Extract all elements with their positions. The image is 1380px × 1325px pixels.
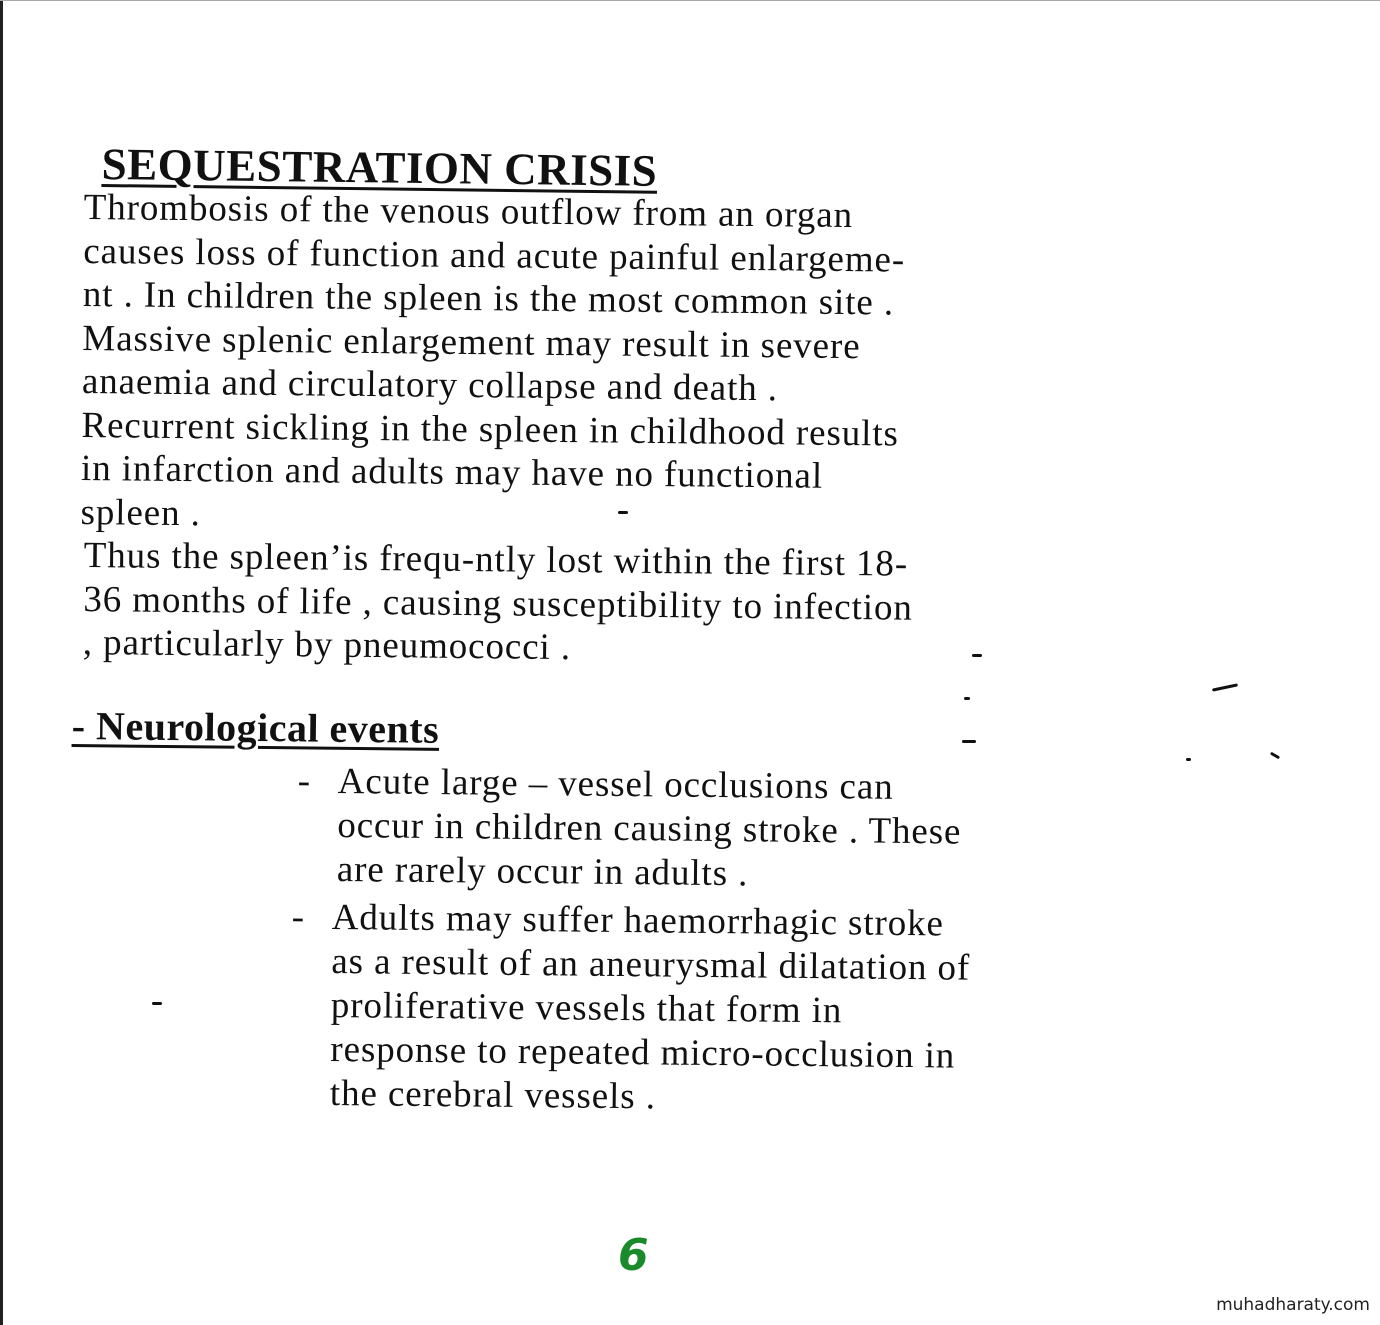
bullet-item: [291, 896, 1332, 1126]
scan-edge-top: [0, 0, 1380, 1]
text-line: as a result of an aneurysmal dilatation of: [331, 940, 971, 989]
text-line: , particularly by pneumococci .: [82, 621, 572, 669]
text-line: the cerebral vessels .: [329, 1072, 657, 1118]
bullet-dash: -: [297, 760, 312, 802]
text-line: are rarely occur in adults .: [336, 848, 749, 895]
text-line: response to repeated micro-occlusion in: [330, 1028, 956, 1077]
scan-speck: [972, 654, 982, 657]
page-title: SEQUESTRATION CRISIS: [101, 138, 658, 196]
paragraph-sequestration: [80, 186, 1284, 547]
text-line: Acute large – vessel occlusions can: [337, 760, 894, 808]
paragraph-spleen-loss: [83, 534, 1284, 677]
text-line: causes loss of function and acute painful enlargeme-: [83, 230, 906, 281]
text-line: nt . In children the spleen is the most common site .: [82, 273, 895, 324]
text-line: Thus the spleen’is frequ‐ntly lost within the first 18-: [83, 534, 909, 585]
text-line: Adults may suffer haemorrhagic stroke: [331, 896, 945, 945]
text-line: in infarction and adults may have no functional: [80, 447, 824, 497]
text-line: Recurrent sickling in the spleen in childhood results: [81, 404, 900, 455]
text-line: anaemia and circulatory collapse and death .: [81, 360, 779, 410]
watermark: muhadharaty.com: [1216, 1295, 1370, 1315]
section-heading-neurological: - Neurological events: [71, 702, 440, 752]
scan-speck: [152, 1002, 162, 1005]
text-line: proliferative vessels that form in: [330, 984, 843, 1032]
text-line: Massive splenic enlargement may result in severe: [82, 317, 861, 367]
text-line: 36 months of life , causing susceptibility to infection: [83, 578, 913, 629]
text-line: occur in children causing stroke . These: [337, 804, 962, 853]
text-line: Thrombosis of the venous outflow from an organ: [83, 186, 854, 237]
scan-speck: [1186, 758, 1191, 761]
bullet-dash: -: [291, 896, 306, 938]
scan-speck: [1212, 683, 1238, 691]
scan-speck: [1270, 752, 1280, 760]
bullet-item: [297, 760, 1338, 902]
scan-edge-left: [0, 0, 3, 1325]
scan-speck: [962, 740, 976, 743]
scan-speck: [618, 511, 628, 514]
text-line: spleen .: [80, 491, 202, 534]
page-number: 6: [618, 1230, 649, 1281]
scan-speck: [964, 697, 970, 700]
